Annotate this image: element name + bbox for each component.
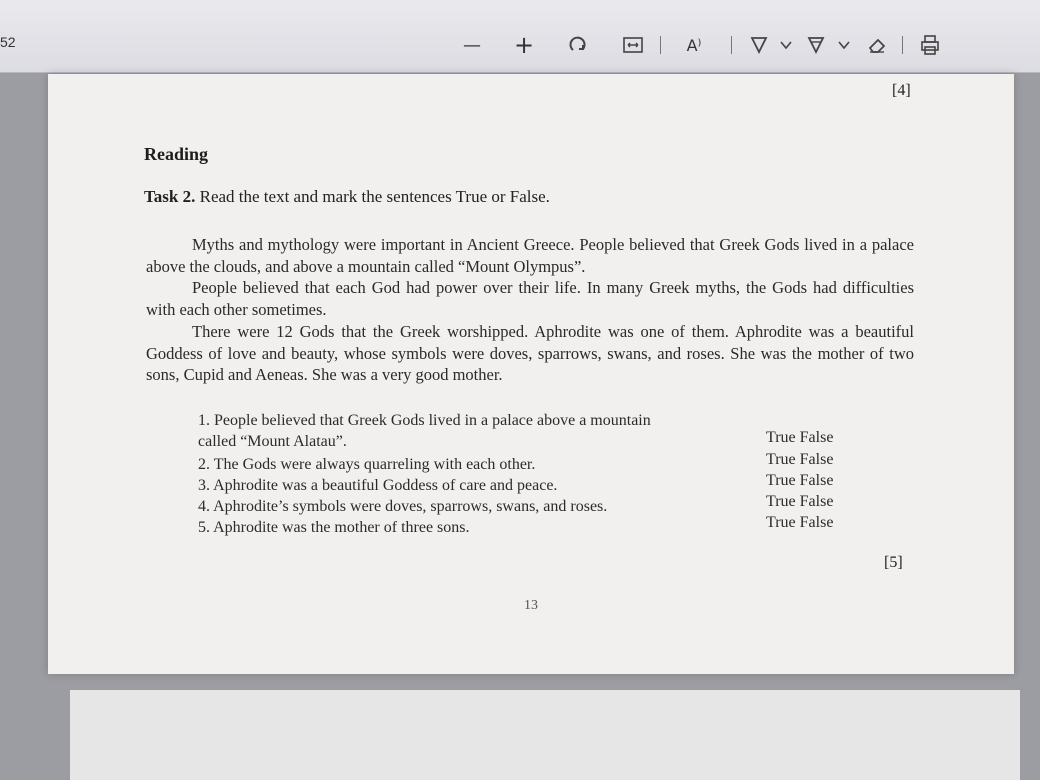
- question-text: 1. People believed that Greek Gods lived in a palace above a mountain: [198, 412, 651, 429]
- question-item: [198, 496, 607, 517]
- read-aloud-button[interactable]: A⁾: [686, 35, 702, 55]
- draw-options-dropdown[interactable]: [777, 30, 795, 60]
- section-heading: Reading: [144, 144, 209, 164]
- highlight-options-dropdown[interactable]: [835, 30, 853, 60]
- paragraph: [146, 321, 914, 386]
- task-text: Read the text and mark the sentences True or False.: [199, 187, 550, 206]
- question-text: 4. Aphrodite’s symbols were doves, sparrows, swans, and roses.: [198, 498, 608, 515]
- question-text: 3. Aphrodite was a beautiful Goddess of care and peace.: [198, 477, 558, 494]
- highlight-button[interactable]: [803, 30, 829, 60]
- question-text: 5. Aphrodite was the mother of three sons.: [198, 519, 470, 536]
- toolbar: [455, 30, 1035, 62]
- score-marker: [5]: [884, 554, 903, 571]
- fit-width-button[interactable]: [619, 30, 647, 60]
- true-false-options: True False: [766, 429, 834, 446]
- task-label: Task 2.: [144, 187, 196, 206]
- score-marker: [4]: [892, 82, 911, 99]
- question-item: [198, 475, 557, 496]
- highlight-icon: [806, 35, 826, 55]
- true-false-options: True False: [766, 451, 834, 468]
- zoom-out-button[interactable]: —: [463, 34, 481, 56]
- draw-button[interactable]: [747, 30, 771, 60]
- question-text: 2. The Gods were always quarreling with each other.: [198, 456, 536, 473]
- question-item: [198, 410, 651, 452]
- paragraph-text: Myths and mythology were important in Ancient Greece. People believed that Greek Gods lived in a palace above the clouds, and above a mountain called “Mount Olympus”.: [146, 235, 914, 276]
- paragraph-text: There were 12 Gods that the Greek worshipped. Aphrodite was one of them. Aphrodite was a beautiful Goddess of love and beauty, whose symbols were doves, sparrows, swans, and roses. She was the mother of two sons, Cupid and Aeneas. She was a very good mother.: [146, 322, 914, 384]
- task-instruction: [144, 187, 550, 207]
- question-text-continued: called “Mount Alatau”.: [198, 433, 347, 450]
- true-false-options: True False: [766, 493, 834, 510]
- eraser-button[interactable]: [863, 30, 891, 60]
- rotate-icon: [567, 34, 589, 56]
- toolbar-separator: [902, 36, 903, 54]
- draw-icon: [749, 35, 769, 55]
- zoom-in-button[interactable]: +: [513, 31, 535, 59]
- chevron-down-icon: [837, 40, 851, 50]
- paragraph: [146, 277, 914, 320]
- page-footer-number: 13: [524, 598, 538, 613]
- paragraph: [146, 234, 914, 277]
- paragraph-text: People believed that each God had power over their life. In many Greek myths, the Gods had difficulties with each other sometimes.: [146, 278, 914, 319]
- page-number-indicator: 52: [0, 34, 16, 50]
- toolbar-separator: [660, 36, 661, 54]
- question-item: [198, 517, 470, 538]
- chevron-down-icon: [779, 40, 793, 50]
- document-page: [48, 74, 1014, 674]
- true-false-options: True False: [766, 472, 834, 489]
- toolbar-separator: [731, 36, 732, 54]
- fit-width-icon: [622, 36, 644, 54]
- true-false-options: True False: [766, 514, 834, 531]
- viewer-toolbar-area: [0, 0, 1040, 73]
- print-icon: [919, 34, 941, 56]
- next-page-preview: [70, 690, 1020, 780]
- eraser-icon: [866, 36, 888, 54]
- rotate-button[interactable]: [563, 30, 593, 60]
- question-item: [198, 454, 535, 475]
- print-button[interactable]: [915, 30, 945, 60]
